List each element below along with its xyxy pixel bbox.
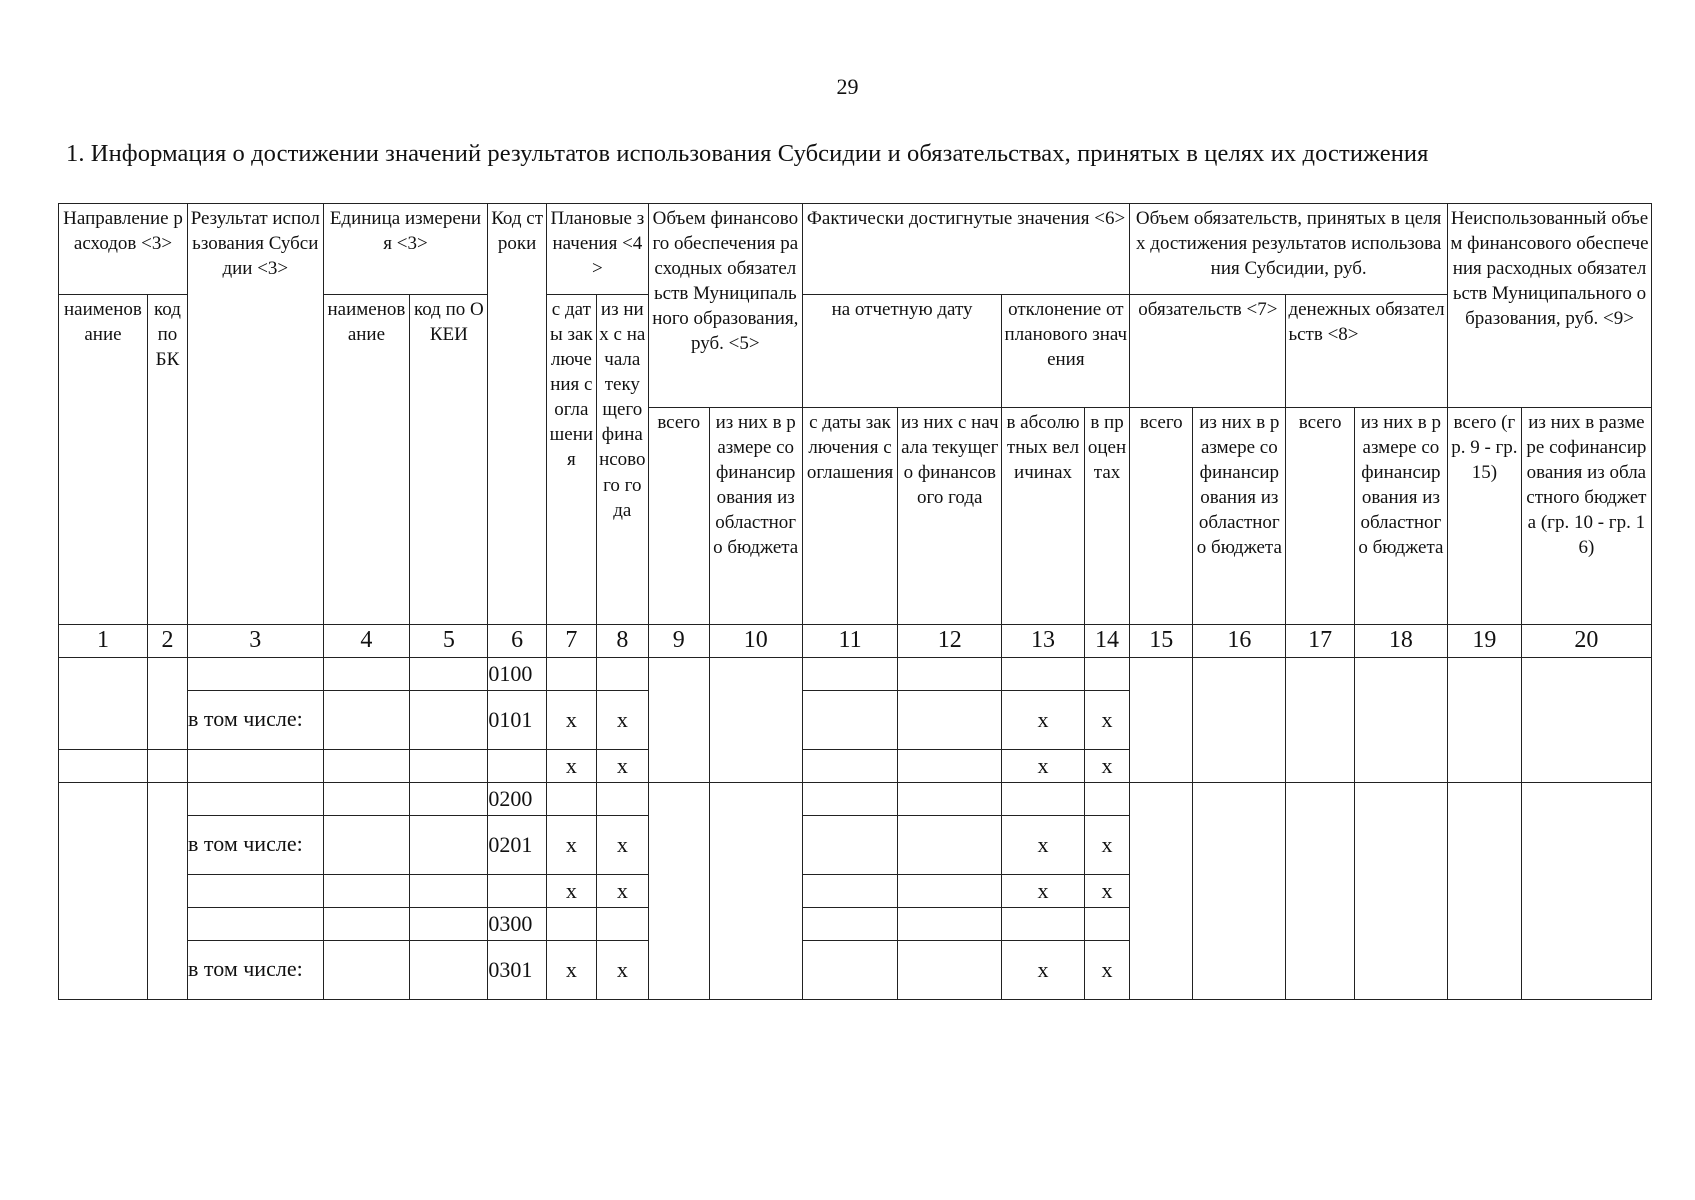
- column-number: 2: [147, 625, 187, 658]
- column-number: 8: [596, 625, 648, 658]
- header-direction-name: наименование: [59, 295, 148, 625]
- header-obligations-money-total: всего: [1286, 408, 1354, 625]
- column-number: 17: [1286, 625, 1354, 658]
- column-number: 12: [898, 625, 1002, 658]
- row-code: 0201: [488, 815, 547, 874]
- row-code: 0200: [488, 782, 547, 815]
- page-number: 29: [836, 74, 859, 99]
- header-row-code: Код строки: [488, 204, 547, 625]
- x-mark: x: [1002, 874, 1084, 907]
- header-financing-total: всего: [648, 408, 709, 625]
- x-mark: x: [596, 749, 648, 782]
- header-deviation: отклонение от планового значения: [1002, 295, 1130, 408]
- including-label: в том числе:: [188, 815, 324, 874]
- document-title: 1. Информация о достижении значений результатов использования Субсидии и обязательствах, принятых в целях их достижения: [66, 140, 1429, 167]
- header-direction: Направление расходов <3>: [59, 204, 188, 295]
- x-mark: x: [1084, 749, 1130, 782]
- header-planned-from-year: из них с начала текущего финансового года: [596, 295, 648, 625]
- x-mark: x: [546, 940, 596, 999]
- column-number: 1: [59, 625, 148, 658]
- x-mark: x: [546, 815, 596, 874]
- column-number: 16: [1193, 625, 1286, 658]
- header-unused: Неиспользованный объем финансового обеспечения расходных обязательств Муниципального образования, руб. <9>: [1448, 204, 1652, 408]
- x-mark: x: [1084, 874, 1130, 907]
- row-code: 0101: [488, 690, 547, 749]
- column-number: 11: [802, 625, 897, 658]
- x-mark: x: [546, 690, 596, 749]
- column-number: 4: [323, 625, 410, 658]
- column-number: 19: [1448, 625, 1522, 658]
- x-mark: x: [1002, 815, 1084, 874]
- row-code: 0100: [488, 657, 547, 690]
- table-row: [59, 782, 1652, 815]
- x-mark: x: [1002, 940, 1084, 999]
- column-number-row: [59, 625, 1652, 658]
- including-label: в том числе:: [188, 940, 324, 999]
- header-unit-okei: код по ОКЕИ: [410, 295, 488, 625]
- column-number: 9: [648, 625, 709, 658]
- x-mark: x: [596, 815, 648, 874]
- header-obligations: Объем обязательств, принятых в целях достижения результатов использования Субсидии, руб.: [1130, 204, 1448, 295]
- x-mark: x: [596, 940, 648, 999]
- header-obligations-obl: обязательств <7>: [1130, 295, 1286, 408]
- header-obligations-obl-cofin: из них в размере софинансирования из областного бюджета: [1193, 408, 1286, 625]
- x-mark: x: [546, 749, 596, 782]
- header-unit-name: наименование: [323, 295, 410, 625]
- column-number: 10: [709, 625, 802, 658]
- header-deviation-pct: в процентах: [1084, 408, 1130, 625]
- column-number: 14: [1084, 625, 1130, 658]
- report-table: [58, 203, 1652, 1000]
- x-mark: x: [1002, 690, 1084, 749]
- header-actual: Фактически достигнутые значения <6>: [802, 204, 1130, 295]
- header-obligations-money: денежных обязательств <8>: [1286, 295, 1448, 408]
- x-mark: x: [1084, 940, 1130, 999]
- header-direction-code: код по БК: [147, 295, 187, 625]
- x-mark: x: [1002, 749, 1084, 782]
- column-number: 15: [1130, 625, 1193, 658]
- header-unused-cofin: из них в размере софинансирования из областного бюджета (гр. 10 - гр. 16): [1521, 408, 1651, 625]
- x-mark: x: [546, 874, 596, 907]
- header-result: Результат использования Субсидии <3>: [188, 204, 324, 625]
- x-mark: x: [1084, 690, 1130, 749]
- header-actual-from-year: из них с начала текущего финансового года: [898, 408, 1002, 625]
- header-deviation-abs: в абсолютных величинах: [1002, 408, 1084, 625]
- column-number: 6: [488, 625, 547, 658]
- column-number: 5: [410, 625, 488, 658]
- header-planned: Плановые значения <4>: [546, 204, 648, 295]
- header-unit: Единица измерения <3>: [323, 204, 488, 295]
- header-actual-at-date: на отчетную дату: [802, 295, 1002, 408]
- header-financing-cofin: из них в размере софинансирования из областного бюджета: [709, 408, 802, 625]
- including-label: в том числе:: [188, 690, 324, 749]
- column-number: 13: [1002, 625, 1084, 658]
- x-mark: x: [596, 874, 648, 907]
- x-mark: x: [596, 690, 648, 749]
- header-obligations-obl-total: всего: [1130, 408, 1193, 625]
- header-planned-from-agreement: с даты заключения соглашения: [546, 295, 596, 625]
- table-row: [59, 657, 1652, 690]
- x-mark: x: [1084, 815, 1130, 874]
- header-row-1: [59, 204, 1652, 295]
- header-financing: Объем финансового обеспечения расходных обязательств Муниципального образования, руб. <5>: [648, 204, 802, 408]
- header-unused-total: всего (гр. 9 - гр. 15): [1448, 408, 1522, 625]
- column-number: 20: [1521, 625, 1651, 658]
- column-number: 18: [1354, 625, 1447, 658]
- row-code: 0301: [488, 940, 547, 999]
- column-number: 3: [188, 625, 324, 658]
- header-obligations-money-cofin: из них в размере софинансирования из областного бюджета: [1354, 408, 1447, 625]
- row-code: 0300: [488, 907, 547, 940]
- column-number: 7: [546, 625, 596, 658]
- header-actual-from-agreement: с даты заключения соглашения: [802, 408, 897, 625]
